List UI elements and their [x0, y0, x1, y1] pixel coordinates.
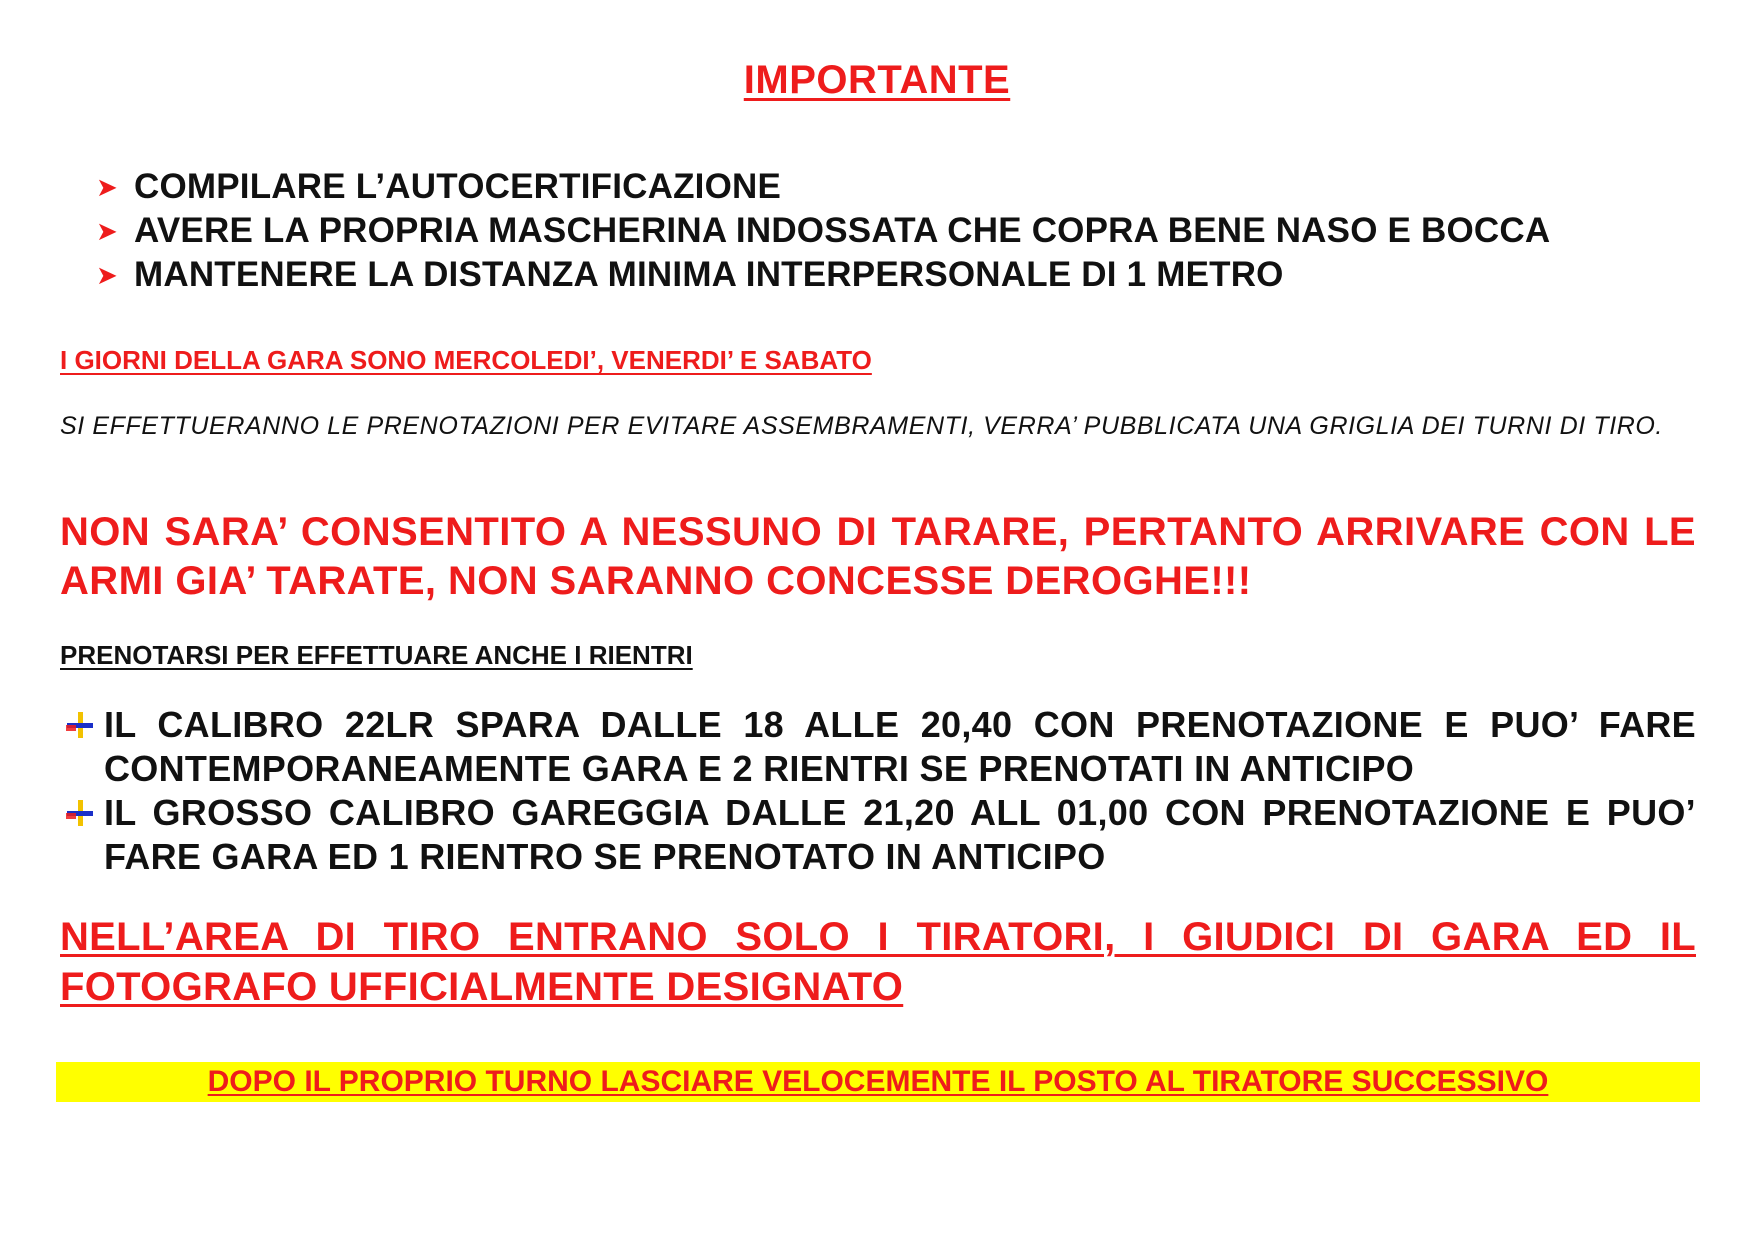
race-days-notice: I GIORNI DELLA GARA SONO MERCOLEDI’, VENERDI’ E SABATO — [60, 345, 872, 375]
requirements-list — [96, 165, 1550, 297]
list-item — [96, 209, 1550, 253]
list-item — [96, 165, 1550, 209]
requirement-text: MANTENERE LA DISTANZA MINIMA INTERPERSONALE DI 1 METRO — [134, 255, 1284, 294]
caliber-rule-text: IL GROSSO CALIBRO GAREGGIA DALLE 21,20 ALL 01,00 CON PRENOTAZIONE E PUO’ FARE GARA ED 1 RIENTRO SE PRENOTATO IN ANTICIPO — [104, 792, 1696, 877]
caliber-rule-text: IL CALIBRO 22LR SPARA DALLE 18 ALLE 20,40 CON PRENOTAZIONE E PUO’ FARE CONTEMPORANEAMENTE GARA E 2 RIENTRI SE PRENOTATI IN ANTICIPO — [104, 704, 1696, 789]
final-notice: DOPO IL PROPRIO TURNO LASCIARE VELOCEMENTE IL POSTO AL TIRATORE SUCCESSIVO — [207, 1065, 1549, 1098]
caliber-rules-list — [64, 703, 1696, 879]
requirement-text: COMPILARE L’AUTOCERTIFICAZIONE — [134, 167, 782, 206]
page-title: IMPORTANTE — [743, 58, 1011, 102]
shooting-area-notice: NELL’AREA DI TIRO ENTRANO SOLO I TIRATORI, I GIUDICI DI GARA ED IL FOTOGRAFO UFFICIALMENTE DESIGNATO — [60, 915, 1696, 1009]
arrow-bullet-icon: ➤ — [96, 260, 118, 290]
list-item — [64, 791, 1696, 879]
list-item — [96, 253, 1550, 297]
arrow-bullet-icon: ➤ — [96, 172, 118, 202]
arrow-bullet-icon: ➤ — [96, 216, 118, 246]
reentry-notice: PRENOTARSI PER EFFETTUARE ANCHE I RIENTRI — [60, 640, 693, 670]
final-notice-highlight — [56, 1062, 1700, 1102]
requirement-text: AVERE LA PROPRIA MASCHERINA INDOSSATA CHE COPRA BENE NASO E BOCCA — [134, 211, 1551, 250]
list-item — [64, 703, 1696, 791]
plus-bullet-icon — [66, 799, 94, 827]
calibration-warning: NON SARA’ CONSENTITO A NESSUNO DI TARARE, PERTANTO ARRIVARE CON LE ARMI GIA’ TARATE, NON SARANNO CONCESSE DEROGHE!!! — [60, 510, 1696, 603]
plus-bullet-icon — [66, 711, 94, 739]
booking-note: SI EFFETTUERANNO LE PRENOTAZIONI PER EVITARE ASSEMBRAMENTI, VERRA’ PUBBLICATA UNA GRIGLIA DEI TURNI DI TIRO. — [60, 412, 1663, 440]
